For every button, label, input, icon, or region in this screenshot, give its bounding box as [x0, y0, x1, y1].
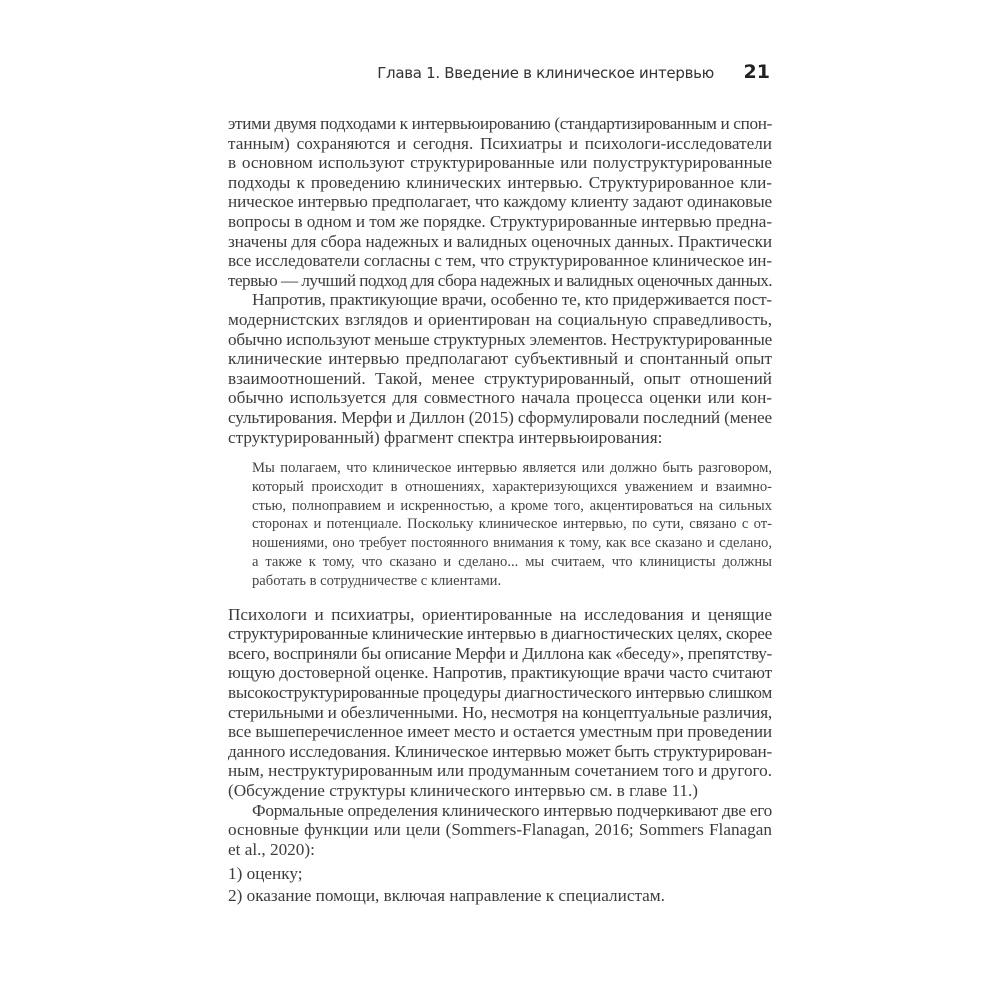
- text-line: (Обсуждение структуры клинического интервью см. в главе 11.): [228, 781, 699, 801]
- quote-line: сторонах и потенциале. Поскольку клиническое интервью, по сути, связано с от-: [252, 516, 772, 533]
- text-line: в основном используют структурированные или полуструктурированные: [228, 153, 772, 173]
- text-line: стерильными и обезличенными. Но, несмотря на концептуальные различия,: [228, 702, 772, 722]
- paragraph-4: [228, 801, 772, 860]
- text-line: обычно используют меньше структурных элементов. Неструктурированные: [228, 329, 772, 349]
- text-line: ющую достоверной оценке. Напротив, практикующие врачи часто считают: [228, 663, 773, 683]
- quote-line: работать в сотрудничестве с клиентами.: [252, 572, 502, 589]
- numbered-list: [228, 863, 772, 907]
- text-line: данного исследования. Клиническое интервью может быть структурирован-: [228, 741, 772, 761]
- text-line: высокоструктурированные процедуры диагностического интервью слишком: [228, 683, 772, 703]
- text-line: подходы к проведению клинических интервью. Структурированное кли-: [228, 172, 772, 192]
- block-quote: [252, 459, 772, 591]
- text-line: Напротив, практикующие врачи, особенно те, кто придерживается пост-: [252, 290, 772, 310]
- list-item: 1) оценку;: [228, 864, 303, 884]
- quote-line: который происходит в отношениях, характеризующихся уважением и взаимно-: [252, 478, 772, 495]
- text-line: ническое интервью предполагает, что каждому клиенту задают одинаковые: [228, 192, 772, 212]
- text-line: сультирования. Мерфи и Диллон (2015) сформулировали последний (менее: [228, 407, 772, 427]
- text-line: et al., 2020):: [228, 839, 315, 859]
- page-number: 21: [743, 61, 770, 83]
- text-line: тервью — лучший подход для сбора надежных и валидных оценочных данных.: [228, 270, 772, 290]
- text-column: [228, 114, 772, 907]
- text-line: структурированный) фрагмент спектра интервьюирования:: [228, 427, 663, 447]
- text-line: значены для сбора надежных и валидных оценочных данных. Практически: [228, 231, 772, 251]
- text-line: этими двумя подходами к интервьюированию (стандартизированным и спон-: [228, 114, 772, 133]
- text-line: Формальные определения клинического интервью подчеркивают две его: [252, 800, 772, 820]
- running-title: Глава 1. Введение в клиническое интервью: [377, 64, 714, 82]
- paragraph-1: [228, 114, 772, 290]
- text-line: вопросы в одном и том же порядке. Структурированные интервью предна-: [228, 211, 772, 231]
- text-line: все исследователи согласны с тем, что структурированное клиническое ин-: [228, 251, 772, 271]
- text-line: взаимоотношений. Такой, менее структурированный, опыт отношений: [228, 368, 772, 388]
- quote-line: Мы полагаем, что клиническое интервью является или должно быть разговором,: [252, 460, 772, 477]
- text-line: Психологи и психиатры, ориентированные на исследования и ценящие: [228, 604, 772, 624]
- paragraph-3: [228, 605, 772, 801]
- text-line: танным) сохраняются и сегодня. Психиатры и психологи-исследователи: [228, 133, 772, 153]
- running-header: [228, 62, 772, 88]
- text-line: все вышеперечисленное имеет место и остается уместным при проведении: [228, 722, 772, 742]
- text-line: структурированные клинические интервью в диагностических целях, скорее: [228, 624, 772, 644]
- text-line: клинические интервью предполагают субъективный и спонтанный опыт: [228, 349, 772, 369]
- quote-line: стью, полноправием и искренностью, а кроме того, акцентироваться на сильных: [252, 497, 772, 514]
- quote-line: ношениями, оно требует постоянного внимания к тому, как все сказано и сделано,: [252, 535, 772, 552]
- text-line: модернистских взглядов и ориентирован на социальную справедливость,: [228, 309, 772, 329]
- text-line: основные функции или цели (Sommers-Flanagan, 2016; Sommers Flanagan: [228, 820, 772, 840]
- text-line: обычно используется для совместного начала процесса оценки или кон-: [228, 388, 772, 408]
- list-item: 2) оказание помощи, включая направление к специалистам.: [228, 886, 665, 906]
- text-line: всего, восприняли бы описание Мерфи и Диллона как «беседу», препятству-: [228, 643, 772, 663]
- text-line: ным, неструктурированным или продуманным сочетанием того и другого.: [228, 761, 772, 781]
- paragraph-2: [228, 290, 772, 447]
- quote-line: а также к тому, что сказано и сделано... мы считаем, что клиницисты должны: [252, 554, 772, 571]
